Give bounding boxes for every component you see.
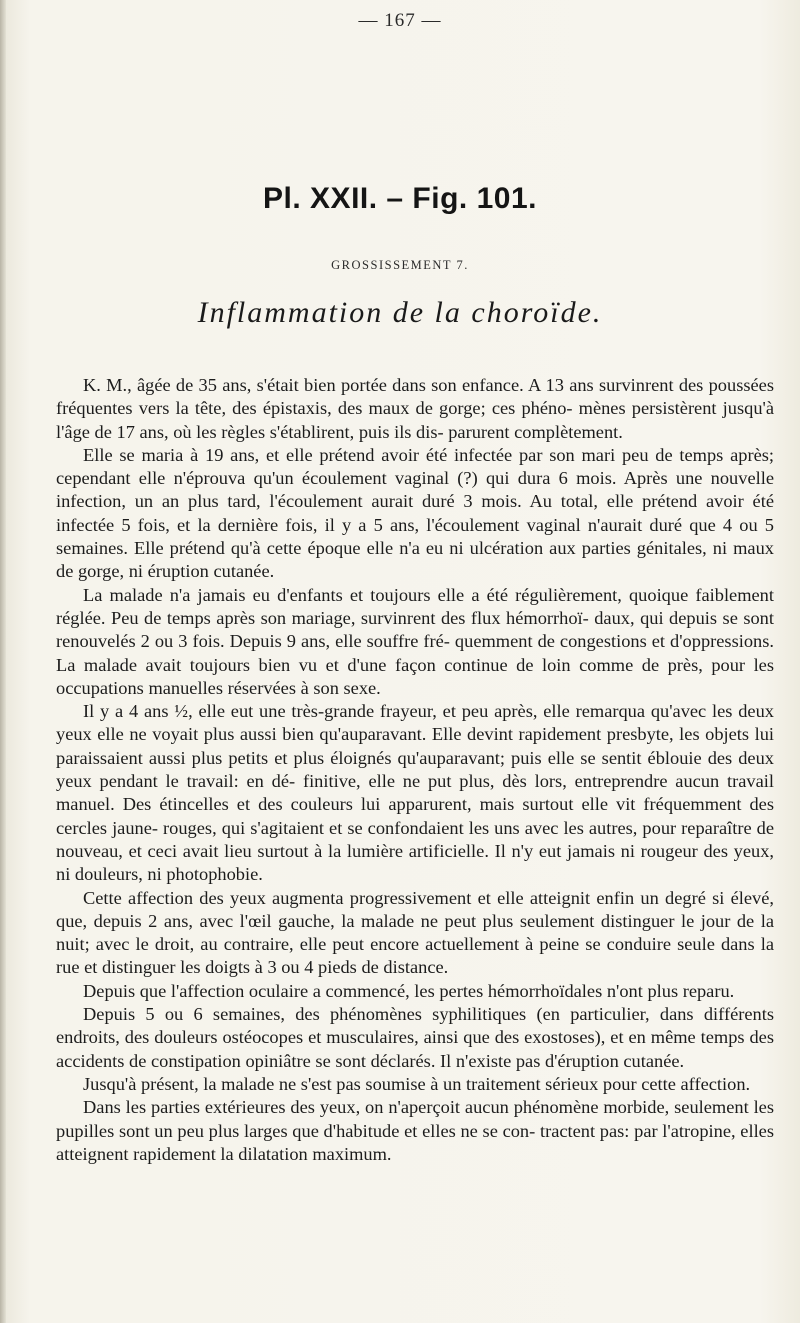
paragraph-infection: Elle se maria à 19 ans, et elle prétend avoir été infectée par son mari peu de temps après; cependant elle n'éprouva qu'un écoulement vaginal (?) qui dura 6 mois. Après une nouvelle infection, un an plus tard, l'écoulement aurait duré 3 mois. Au total, elle prétend avoir été infectée 5 fois, et la dernière fois, il y a 5 ans, l'écoulement vaginal n'aurait duré que 4 ou 5 semaines. Elle prétend qu'à cette époque elle n'a eu ni ulcération aux parties génitales, ni maux de gorge, ni éruption cutanée. [56,444,774,582]
paragraph-examination: Dans les parties extérieures des yeux, on n'aperçoit aucun phénomène morbide, seulement les pupilles sont un peu plus larges que d'habitude et elles ne se con- tractent pas: par l'atropine, elles atteignent rapidement la dilatation maximum. [56,1097,774,1164]
case-report-body [56,374,774,1166]
paragraph-treatment: Jusqu'à présent, la malade ne s'est pas soumise à un traitement sérieux pour cette affection. [83,1073,751,1094]
section-title: Inflammation de la choroïde. [197,296,603,329]
magnification-caption: GROSSISSEMENT 7. [331,258,469,272]
plate-figure-title: Pl. XXII. – Fig. 101. [263,182,537,215]
paragraph-menses: La malade n'a jamais eu d'enfants et toujours elle a été régulièrement, quoique faiblement réglée. Peu de temps après son mariage, survinrent des flux hémorrhoï- daux, qui depuis se sont renouvelés 2 ou 3 fois. Depuis 9 ans, elle souffre fré- quemment de congestions et d'oppressions. La malade avait toujours bien vu et d'une façon continue de loin comme de près, pour les occupations manuelles réservées à son sexe. [56,584,774,698]
paragraph-hemorrhoids: Depuis que l'affection oculaire a commencé, les pertes hémorrhoïdales n'ont plus reparu. [83,980,735,1001]
paragraph-syphilis: Depuis 5 ou 6 semaines, des phénomènes syphilitiques (en particulier, dans différents endroits, des douleurs ostéocopes et musculaires, ainsi que des exostoses), et en même temps des accidents de constipation opiniâtre se sont déclarés. Il n'existe pas d'éruption cutanée. [56,1004,774,1071]
paragraph-progression: Cette affection des yeux augmenta progressivement et elle atteignit enfin un degré si élevé, que, depuis 2 ans, avec l'œil gauche, la malade ne peut plus seulement distinguer le jour de la nuit; avec le droit, au contraire, elle peut encore actuellement à peine se conduire seule dans la rue et distinguer les doigts à 3 ou 4 pieds de distance. [56,887,774,978]
page-number: — 167 — [358,10,442,31]
paragraph-history: K. M., âgée de 35 ans, s'était bien portée dans son enfance. A 13 ans survinrent des poussées fréquentes vers la tête, des épistaxis, des maux de gorge; ces phéno- mènes persistèrent jusqu'à l'âge de 17 ans, où les règles s'établirent, puis ils dis- parurent complètement. [56,375,774,442]
paragraph-vision-onset: Il y a 4 ans ½, elle eut une très-grande frayeur, et peu après, elle remarqua qu'avec les deux yeux elle ne voyait plus aussi bien qu'auparavant. Elle devint rapidement presbyte, les objets lui paraissaient aussi plus petits et plus éloignés qu'auparavant; puis elle se sentit éblouie des deux yeux pendant le travail: en dé- finitive, elle ne put plus, dès lors, entreprendre aucun travail manuel. Des étincelles et des couleurs lui apparurent, mais surtout elle vit fréquemment des cercles jaune- rouges, qui s'agitaient et se confondaient les uns avec les autres, pour reparaître de nouveau, et ceci avait lieu surtout à la lumière artificielle. Il n'y eut jamais ni rougeur des yeux, ni douleurs, ni photophobie. [56,701,774,885]
